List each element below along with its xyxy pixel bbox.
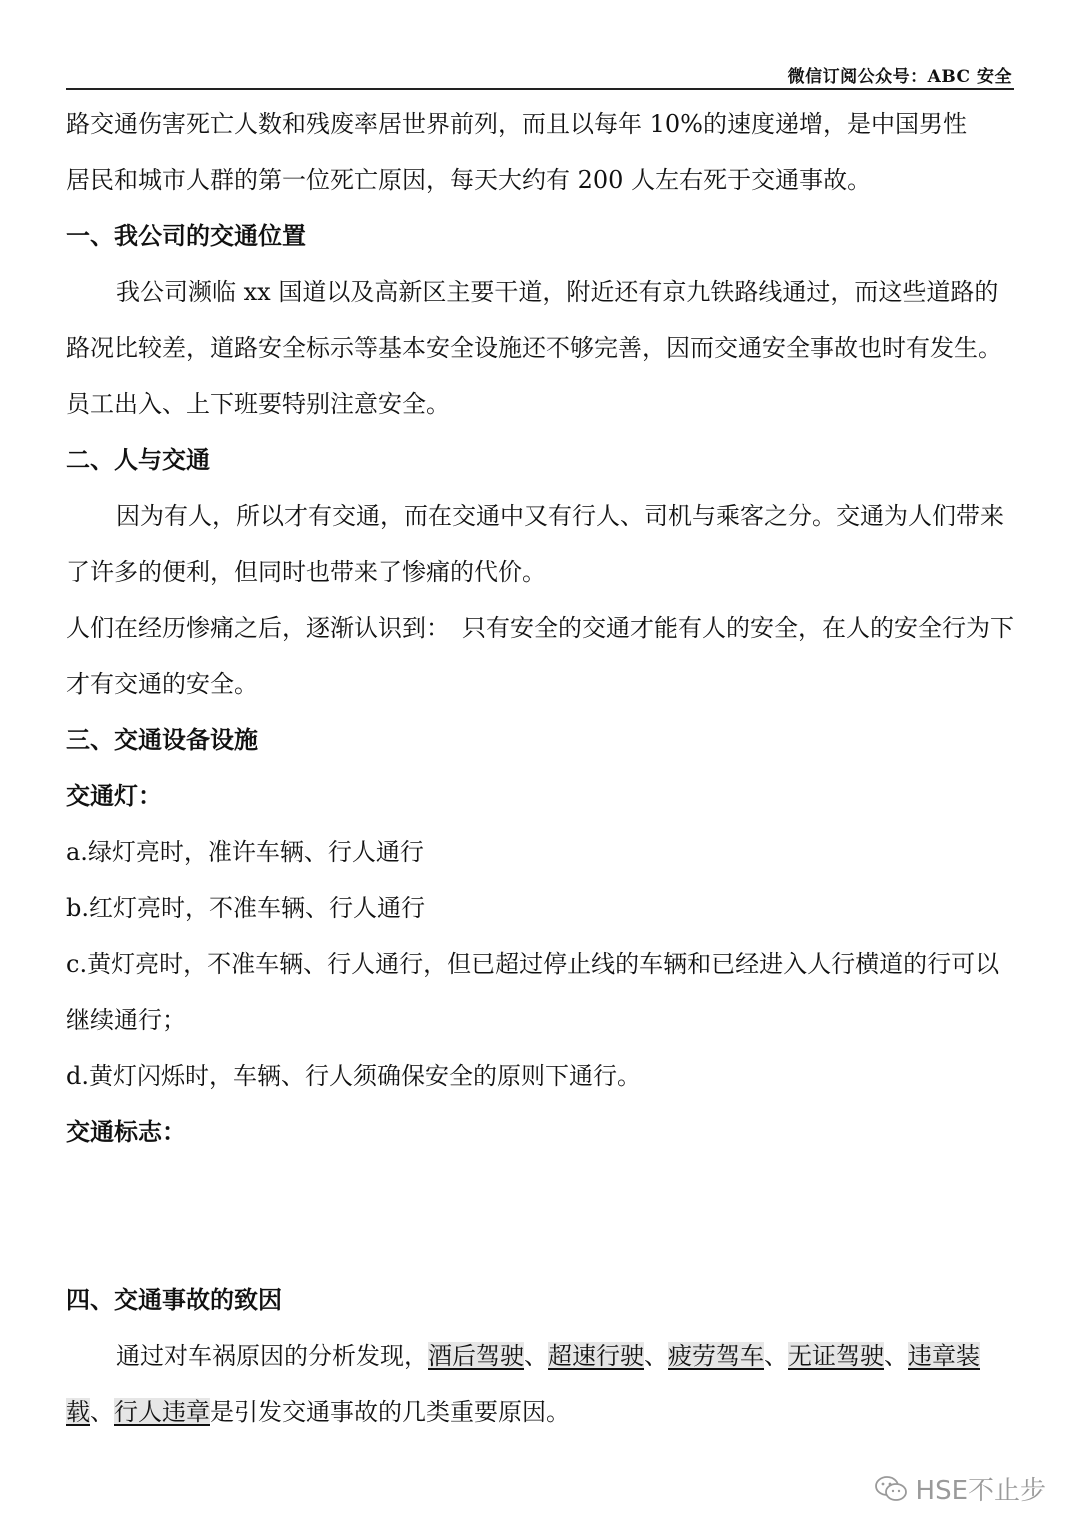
traffic-light-item: b.红灯亮时，不准车辆、行人通行 bbox=[66, 894, 425, 922]
cause-separator: 、 bbox=[90, 1398, 114, 1426]
cause-illegal-loading: 违章装载 bbox=[66, 1342, 980, 1426]
cause-speeding: 超速行驶 bbox=[548, 1342, 644, 1370]
section-4-paragraph bbox=[66, 1328, 1016, 1440]
section-4-heading: 四、交通事故的致因 bbox=[66, 1285, 282, 1314]
section-2-heading: 二、人与交通 bbox=[66, 445, 210, 474]
section-2-paragraph-1: 因为有人，所以才有交通，而在交通中又有行人、司机与乘客之分。交通为人们带来了许多的便利，但同时也带来了惨痛的代价。 bbox=[66, 502, 1004, 586]
traffic-lights-label: 交通灯： bbox=[66, 781, 162, 810]
header-divider bbox=[66, 88, 1014, 90]
watermark-text: HSE不止步 bbox=[915, 1476, 1046, 1506]
section-1-heading: 一、我公司的交通位置 bbox=[66, 221, 306, 250]
section-3-heading: 三、交通设备设施 bbox=[66, 725, 258, 754]
intro-line-2: 居民和城市人群的第一位死亡原因，每天大约有 200 人左右死于交通事故。 bbox=[66, 166, 872, 194]
intro-line-1: 路交通伤害死亡人数和残废率居世界前列，而且以每年 10%的速度递增，是中国男性 bbox=[66, 110, 967, 138]
cause-drunk-driving: 酒后驾驶 bbox=[428, 1342, 524, 1370]
traffic-light-item: c.黄灯亮时，不准车辆、行人通行，但已超过停止线的车辆和已经进入人行横道的行可以继续通行； bbox=[66, 950, 1000, 1034]
cause-separator: 、 bbox=[644, 1342, 668, 1370]
section-4-lead: 通过对车祸原因的分析发现， bbox=[116, 1342, 428, 1370]
section-4-tail: 是引发交通事故的几类重要原因。 bbox=[210, 1398, 570, 1426]
cause-fatigue-driving: 疲劳驾车 bbox=[668, 1342, 764, 1370]
document-body bbox=[66, 96, 1016, 1440]
cause-separator: 、 bbox=[524, 1342, 548, 1370]
wechat-icon bbox=[874, 1474, 908, 1504]
page-header: 微信订阅公众号：ABC 安全 bbox=[787, 67, 1012, 87]
cause-pedestrian-violation: 行人违章 bbox=[114, 1398, 210, 1426]
section-1-paragraph: 我公司濒临 xx 国道以及高新区主要干道，附近还有京九铁路线通过，而这些道路的路况比较差，道路安全标示等基本安全设施还不够完善，因而交通安全事故也时有发生。员工出入、上下班要特别注意安全。 bbox=[66, 278, 1002, 418]
section-2-paragraph-2: 人们在经历惨痛之后，逐渐认识到： 只有安全的交通才能有人的安全，在人的安全行为下才有交通的安全。 bbox=[66, 614, 1014, 698]
traffic-signs-label: 交通标志： bbox=[66, 1117, 186, 1146]
cause-separator: 、 bbox=[884, 1342, 908, 1370]
watermark bbox=[874, 1470, 1046, 1507]
cause-separator: 、 bbox=[764, 1342, 788, 1370]
traffic-light-item: a.绿灯亮时，准许车辆、行人通行 bbox=[66, 838, 424, 866]
cause-unlicensed-driving: 无证驾驶 bbox=[788, 1342, 884, 1370]
traffic-light-item: d.黄灯闪烁时，车辆、行人须确保安全的原则下通行。 bbox=[66, 1062, 641, 1090]
blank-space bbox=[66, 1160, 1016, 1272]
